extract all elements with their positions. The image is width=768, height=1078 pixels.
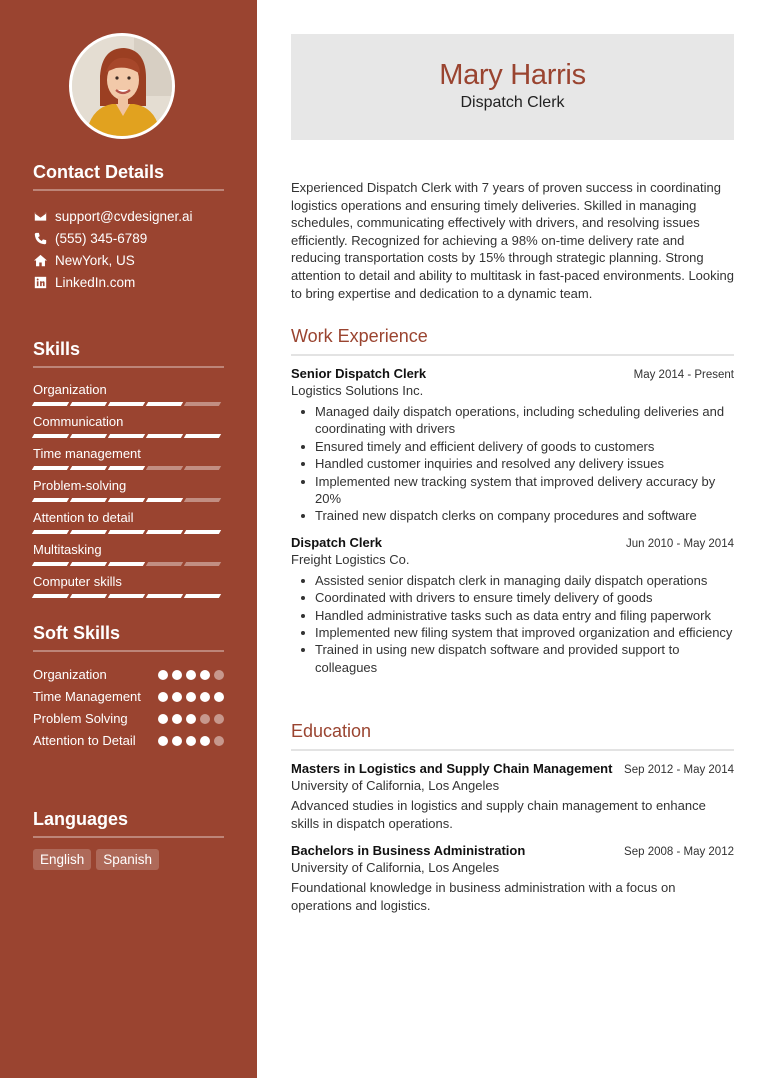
summary-paragraph: Experienced Dispatch Clerk with 7 years of proven success in coordinating logistics operations and ensuring timely deliveries. Skilled in managing schedules, communicating effectively with drivers, and resolving issues efficiently. Recognized for achieving a 98% on-time delivery rate and reducing transportation costs by 15% through strategic planning. Strong attention to detail and ability to multitask in fast-paced environments. Looking to bring expertise and dedication to a dynamic team. — [291, 180, 734, 301]
skill-level-bar — [33, 402, 224, 406]
rating-dot — [200, 714, 210, 724]
skill-item — [33, 414, 224, 446]
soft-skills-section — [33, 623, 224, 754]
education-section — [291, 721, 734, 915]
skill-level-segment — [146, 530, 183, 534]
rating-dot — [158, 714, 168, 724]
skill-name: Multitasking — [33, 542, 102, 557]
job-bullet: Coordinated with drivers to ensure timely delivery of goods — [291, 589, 734, 606]
job-bullet: Managed daily dispatch operations, including scheduling deliveries and coordinating with drivers — [291, 403, 734, 438]
education-dates: Sep 2008 - May 2012 — [624, 846, 734, 858]
rating-dot — [214, 736, 224, 746]
soft-skill-item — [33, 732, 224, 750]
job-role: Dispatch Clerk — [291, 534, 383, 550]
skill-level-segment — [146, 402, 183, 406]
skill-level-bar — [33, 498, 224, 502]
skills-section — [33, 339, 224, 606]
soft-skill-item — [33, 666, 224, 684]
skill-level-segment — [184, 466, 221, 470]
skill-level-segment — [146, 466, 183, 470]
skill-level-segment — [146, 594, 183, 598]
skill-level-segment — [32, 498, 69, 502]
education-dates: Sep 2012 - May 2014 — [624, 764, 734, 776]
rating-dot — [200, 736, 210, 746]
job-header — [291, 535, 734, 550]
skill-name: Problem-solving — [33, 478, 127, 493]
language-tag: English — [33, 849, 91, 870]
skill-item — [33, 446, 224, 478]
rating-dot — [186, 714, 196, 724]
skill-level-bar — [33, 466, 224, 470]
rating-dot — [172, 714, 182, 724]
job-header — [291, 366, 734, 381]
job-bullet: Trained new dispatch clerks on company procedures and software — [291, 507, 734, 524]
job-bullet: Implemented new filing system that improved organization and efficiency — [291, 624, 734, 641]
sidebar — [0, 0, 257, 1078]
skill-level-segment — [108, 434, 145, 438]
job-company: Logistics Solutions Inc. — [291, 383, 424, 398]
rating-dot — [214, 692, 224, 702]
education-header — [291, 761, 734, 776]
soft-skill-rating — [158, 688, 224, 702]
education-header — [291, 843, 734, 858]
education-list — [291, 761, 734, 915]
skill-level-segment — [108, 498, 145, 502]
rating-dot — [158, 736, 168, 746]
contact-list — [33, 205, 224, 293]
skill-item — [33, 478, 224, 510]
education-entry — [291, 843, 734, 915]
job-bullet: Ensured timely and efficient delivery of goods to customers — [291, 438, 734, 455]
rating-dot — [200, 670, 210, 680]
skill-level-segment — [70, 594, 107, 598]
contact-title: Contact Details — [33, 162, 224, 191]
contact-linkedin-text: LinkedIn.com — [55, 274, 136, 290]
soft-skill-rating — [158, 710, 224, 724]
soft-skill-item — [33, 688, 224, 706]
skill-level-segment — [108, 594, 145, 598]
phone-icon — [33, 231, 47, 245]
contact-linkedin[interactable] — [33, 271, 224, 293]
skill-level-bar — [33, 434, 224, 438]
skill-level-segment — [146, 434, 183, 438]
soft-skill-name: Problem Solving — [33, 711, 128, 726]
contact-location — [33, 249, 224, 271]
contact-phone[interactable] — [33, 227, 224, 249]
skill-level-segment — [32, 466, 69, 470]
language-tag: Spanish — [96, 849, 159, 870]
soft-skills-title: Soft Skills — [33, 623, 224, 652]
skill-level-segment — [70, 562, 107, 566]
candidate-name: Mary Harris — [439, 59, 586, 91]
education-entry — [291, 761, 734, 833]
skill-item — [33, 574, 224, 606]
job-bullet: Handled customer inquiries and resolved any delivery issues — [291, 455, 734, 472]
skill-level-segment — [184, 402, 221, 406]
soft-skill-name: Organization — [33, 667, 107, 682]
skill-level-segment — [108, 402, 145, 406]
job-bullets — [291, 572, 734, 676]
rating-dot — [214, 714, 224, 724]
skill-name: Organization — [33, 382, 107, 397]
contact-email[interactable] — [33, 205, 224, 227]
skill-item — [33, 510, 224, 542]
name-header — [291, 34, 734, 140]
job-bullet: Trained in using new dispatch software and provided support to colleagues — [291, 641, 734, 676]
degree-name: Masters in Logistics and Supply Chain Management — [291, 761, 613, 776]
candidate-title: Dispatch Clerk — [460, 94, 565, 111]
languages-list — [33, 849, 224, 870]
skill-level-segment — [146, 498, 183, 502]
linkedin-icon — [33, 275, 47, 289]
contact-section — [33, 162, 224, 293]
contact-location-text: NewYork, US — [55, 252, 135, 268]
skill-item — [33, 542, 224, 574]
job-entry — [291, 366, 734, 525]
skill-level-segment — [70, 466, 107, 470]
skill-level-segment — [184, 498, 221, 502]
job-bullet: Implemented new tracking system that improved delivery accuracy by 20% — [291, 473, 734, 508]
skill-level-segment — [70, 530, 107, 534]
rating-dot — [186, 670, 196, 680]
skill-level-segment — [108, 562, 145, 566]
skill-name: Computer skills — [33, 574, 122, 589]
skills-list — [33, 382, 224, 606]
languages-section — [33, 809, 224, 870]
contact-phone-text: (555) 345-6789 — [55, 230, 148, 246]
school-name: University of California, Los Angeles — [291, 778, 500, 793]
skill-level-segment — [184, 434, 221, 438]
skill-level-segment — [108, 466, 145, 470]
soft-skill-name: Attention to Detail — [33, 733, 136, 748]
rating-dot — [186, 736, 196, 746]
skill-name: Communication — [33, 414, 124, 429]
job-list — [291, 366, 734, 676]
skill-level-segment — [108, 530, 145, 534]
job-dates: Jun 2010 - May 2014 — [625, 537, 734, 550]
work-experience-title: Work Experience — [291, 326, 734, 356]
skill-level-bar — [33, 594, 224, 598]
education-title: Education — [291, 721, 734, 751]
rating-dot — [172, 670, 182, 680]
skill-name: Time management — [33, 446, 141, 461]
job-bullet: Assisted senior dispatch clerk in managing daily dispatch operations — [291, 572, 734, 589]
school-name: University of California, Los Angeles — [291, 860, 500, 875]
soft-skill-name: Time Management — [33, 689, 141, 704]
skills-title: Skills — [33, 339, 224, 368]
skill-level-segment — [146, 562, 183, 566]
rating-dot — [158, 670, 168, 680]
skill-item — [33, 382, 224, 414]
education-description: Advanced studies in logistics and supply chain management to enhance skills in dispatch operations. — [291, 798, 706, 831]
skill-level-segment — [32, 530, 69, 534]
profile-photo — [69, 33, 175, 139]
envelope-icon — [33, 209, 47, 223]
job-company: Freight Logistics Co. — [291, 551, 410, 567]
soft-skill-rating — [158, 732, 224, 746]
home-icon — [33, 253, 47, 267]
languages-title: Languages — [33, 809, 224, 838]
job-bullet: Handled administrative tasks such as data entry and filing paperwork — [291, 607, 734, 624]
skill-level-segment — [184, 562, 221, 566]
profile-photo-illustration — [72, 36, 172, 136]
education-description: Foundational knowledge in business administration with a focus on operations and logistics. — [291, 880, 676, 913]
soft-skills-list — [33, 666, 224, 750]
job-bullets — [291, 403, 734, 525]
skill-level-bar — [33, 530, 224, 534]
skill-level-segment — [70, 498, 107, 502]
work-experience-section — [291, 326, 734, 676]
skill-level-segment — [32, 562, 69, 566]
skill-level-segment — [32, 402, 69, 406]
skill-name: Attention to detail — [33, 510, 134, 525]
soft-skill-rating — [158, 666, 224, 680]
contact-email-text: support@cvdesigner.ai — [55, 208, 193, 224]
rating-dot — [172, 736, 182, 746]
rating-dot — [200, 692, 210, 702]
skill-level-segment — [70, 434, 107, 438]
job-dates: May 2014 - Present — [633, 369, 734, 381]
degree-name: Bachelors in Business Administration — [291, 843, 526, 858]
job-entry — [291, 535, 734, 676]
skill-level-segment — [32, 434, 69, 438]
rating-dot — [172, 692, 182, 702]
job-role: Senior Dispatch Clerk — [291, 366, 427, 381]
soft-skill-item — [33, 710, 224, 728]
skill-level-segment — [184, 530, 221, 534]
skill-level-segment — [32, 594, 69, 598]
skill-level-segment — [70, 402, 107, 406]
skill-level-bar — [33, 562, 224, 566]
rating-dot — [214, 670, 224, 680]
rating-dot — [186, 692, 196, 702]
rating-dot — [158, 692, 168, 702]
skill-level-segment — [184, 594, 221, 598]
